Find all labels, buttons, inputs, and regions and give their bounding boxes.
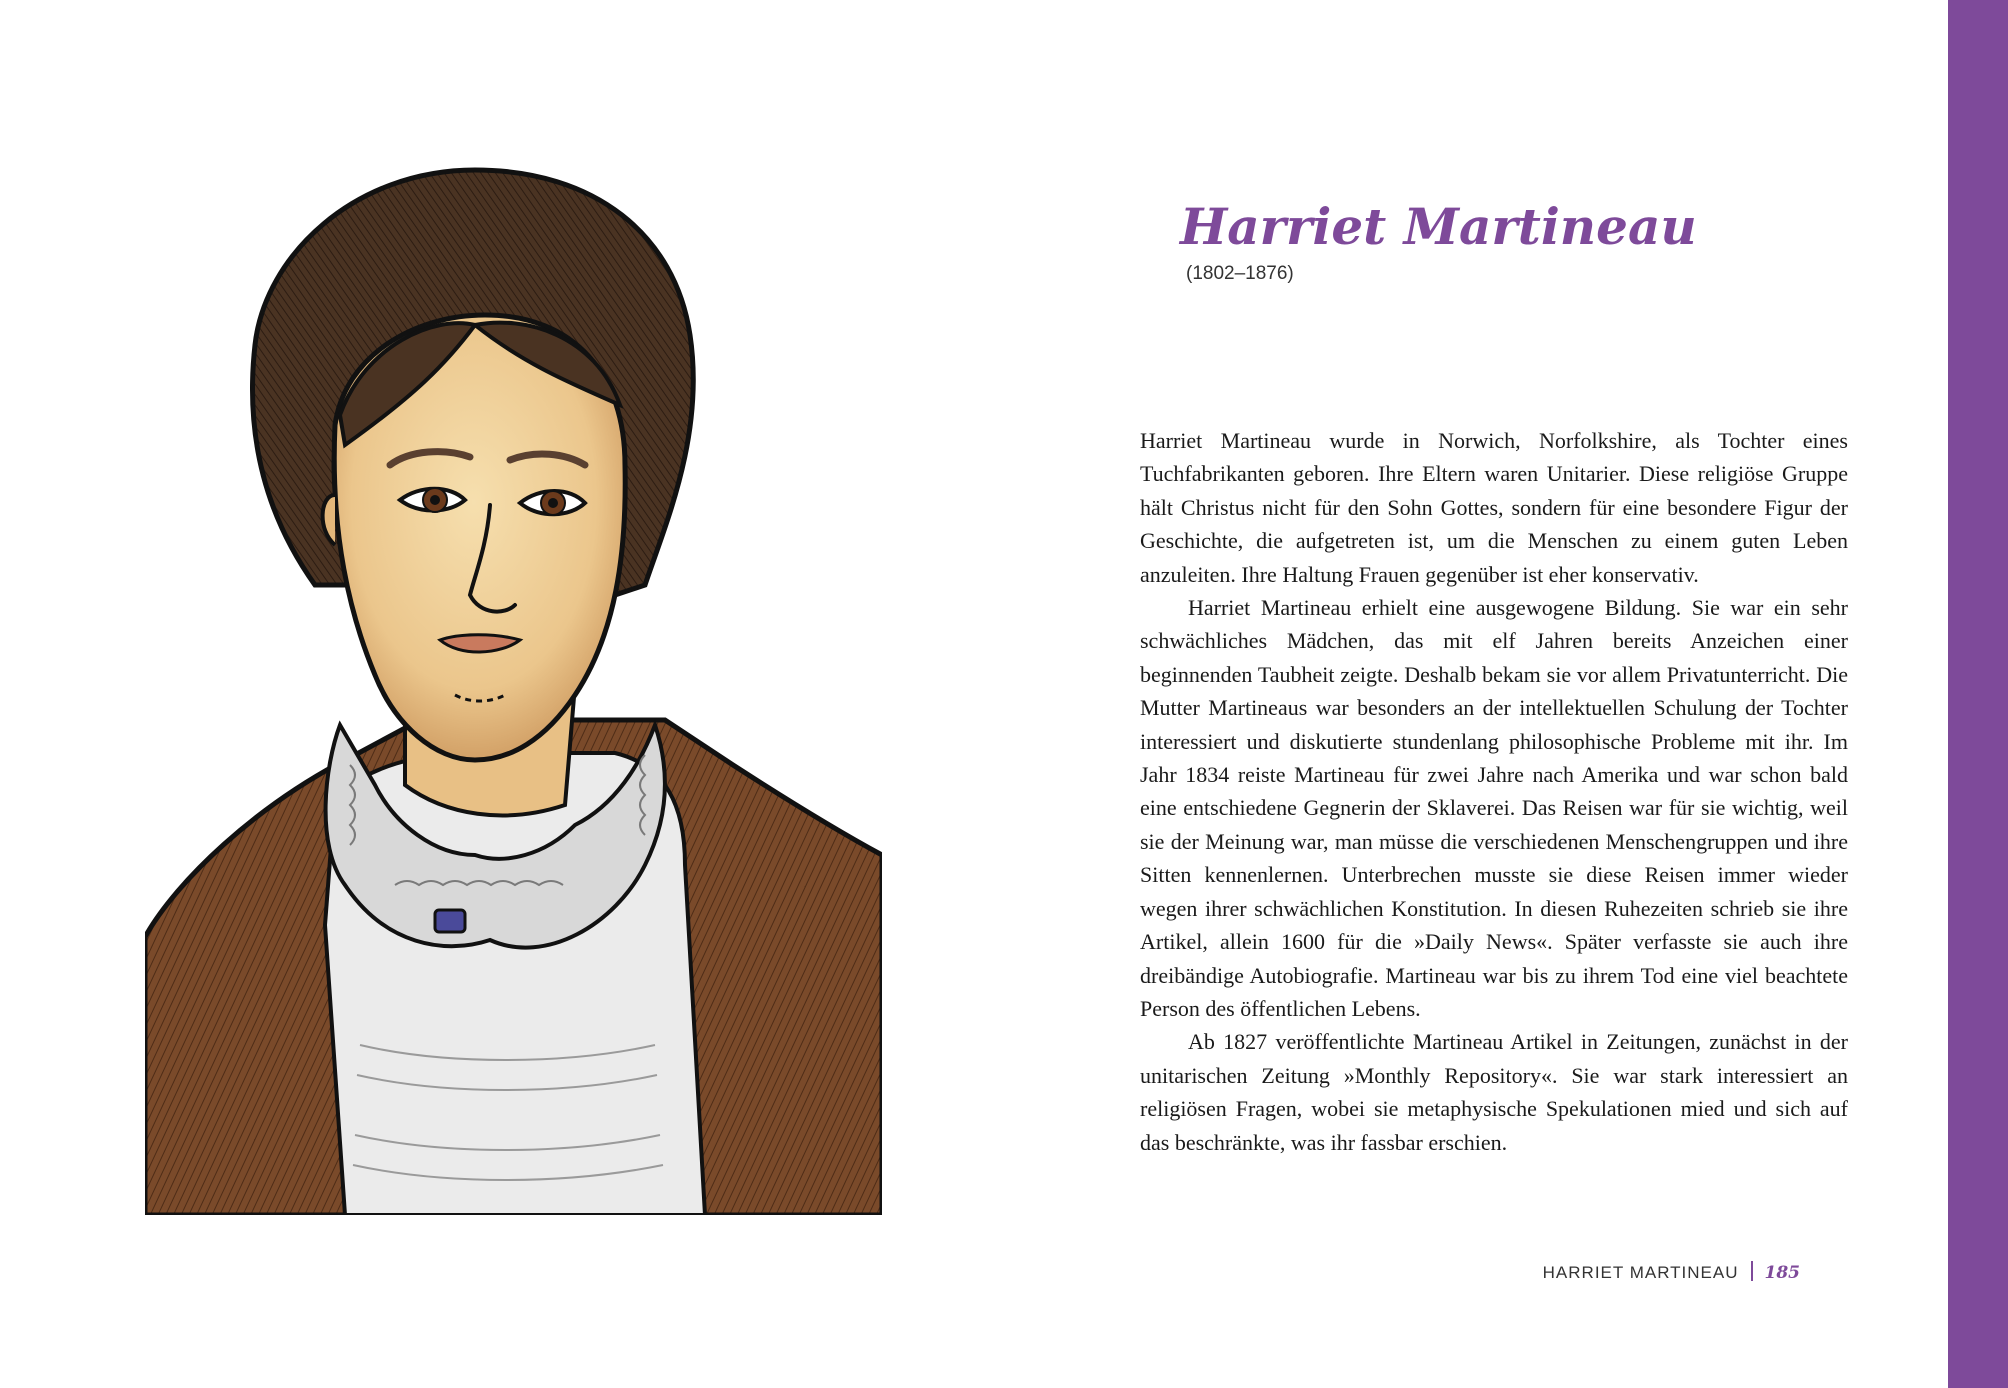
footer-divider	[1751, 1261, 1753, 1281]
brooch-shape	[435, 910, 465, 932]
portrait-illustration	[145, 165, 882, 1215]
paragraph: Harriet Martineau wurde in Norwich, Norfolkshire, als Tochter eines Tuchfabrikanten geboren. Ihre Eltern waren Unitarier. Diese religiöse Gruppe hält Christus nicht für den Sohn Gottes, sondern für eine besondere Figur der Geschichte, die aufgetreten ist, um die Menschen zu einem guten Leben anzuleiten. Ihre Haltung Frauen gegenüber ist eher konservativ.	[1140, 428, 1848, 587]
paragraph: Ab 1827 veröffentlichte Martineau Artikel in Zeitungen, zunächst in der unitarischen Zeitung »Monthly Repository«. Sie war stark interessiert an religiösen Fragen, wobei sie metaphysische Spekulationen mied und sich auf das beschränkte, was ihr fassbar erschien.	[1140, 1029, 1848, 1155]
page-title: Harriet Martineau	[1180, 197, 1697, 256]
page-edge-color-bar	[1948, 0, 2008, 1388]
paragraph: Harriet Martineau erhielt eine ausgewogene Bildung. Sie war ein sehr schwächliches Mädchen, das mit elf Jahren bereits Anzeichen einer beginnenden Taubheit zeigte. Deshalb bekam sie vor allem Privatunterricht. Die Mutter Martineaus war besonders an der intellektuellen Schulung der Tochter interessiert und diskutierte stundenlang philosophische Probleme mit ihr. Im Jahr 1834 reiste Martineau für zwei Jahre nach Amerika und war schon bald eine entschiedene Gegnerin der Sklaverei. Das Reisen war für sie wichtig, weil sie der Meinung war, man müsse die verschiedenen Menschengruppen und ihre Sitten kennenlernen. Unterbrechen musste sie diese Reisen immer wieder wegen ihrer schwächlichen Konstitution. In diesen Ruhezeiten schrieb sie ihre Artikel, allein 1600 für die »Daily News«. Später verfasste sie auch ihre dreibändige Autobiografie. Martineau war bis zu ihrem Tod eine viel beachtete Person des öffentlichen Lebens.	[1140, 595, 1848, 1021]
life-dates: (1802–1876)	[1186, 263, 1294, 284]
running-head: HARRIET MARTINEAU	[1542, 1263, 1739, 1282]
body-text	[1140, 424, 1848, 1159]
page-footer	[1543, 1260, 1800, 1286]
page-number: 185	[1764, 1263, 1800, 1283]
